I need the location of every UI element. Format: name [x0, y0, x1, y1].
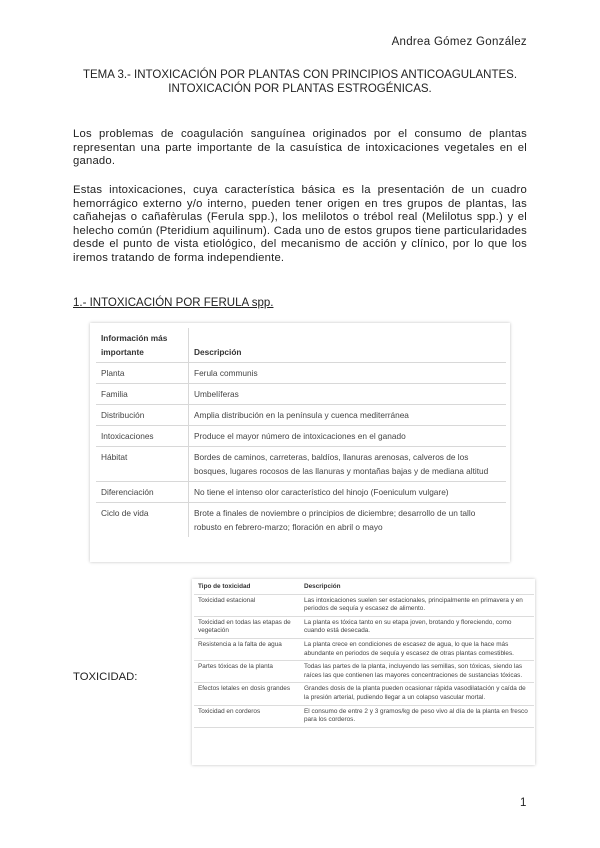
table-cell: Efectos letales en dosis grandes	[194, 683, 300, 705]
table-cell: Brote a finales de noviembre o principios de diciembre; desarrollo de un tallo robusto en febrero-marzo; floración en abril o mayo	[194, 508, 476, 532]
table-cell: Toxicidad estacional	[194, 594, 300, 616]
toxicity-table	[194, 581, 534, 728]
toxicity-table-image	[192, 579, 535, 765]
column-header: Tipo de toxicidad	[194, 581, 300, 594]
title-line-2: INTOXICACIÓN POR PLANTAS ESTROGÉNICAS.	[168, 83, 432, 95]
table-cell: Todas las partes de la planta, incluyendo las semillas, son tóxicas, siendo las raíces las que contienen las mayores concentraciones de sustancias tóxicas.	[300, 661, 534, 683]
section-heading-ferula: 1.- INTOXICACIÓN POR FERULA spp.	[73, 297, 274, 309]
table-cell: Las intoxicaciones suelen ser estacionales, principalmente en primavera y en periodos de sequía y escasez de alimento.	[300, 594, 534, 616]
table-cell: Toxicidad en corderos	[194, 705, 300, 727]
table-cell: Diferenciación	[96, 482, 189, 503]
table-cell: Resistencia a la falta de agua	[194, 638, 300, 660]
table-header-row	[194, 581, 534, 594]
table-row	[96, 384, 506, 405]
table-row	[96, 363, 506, 384]
table-cell: Planta	[96, 363, 189, 384]
description-paragraph: Estas intoxicaciones, cuya característica básica es la presentación de un cuadro hemorrágico externo y/o interno, pueden tener origen en tres grupos de plantas, las cañahejas o cañafèrulas (Ferula spp.), los melilotos o trébol real (Melilotus spp.) y el helecho común (Pteridium aquilinum). Cada uno de estos grupos tiene particularidades desde el punto de vista etiológico, del mecanismo de acción y clínico, por lo que los iremos tratando de forma independiente.	[73, 184, 527, 264]
table-row	[96, 447, 506, 482]
column-header: Descripción	[189, 328, 507, 363]
document-title	[60, 68, 540, 96]
table-cell: Grandes dosis de la planta pueden ocasionar rápida vasodilatación y caída de la presión arterial, pudiendo llegar a un colapso vascular mortal.	[300, 683, 534, 705]
table-cell: Hábitat	[96, 447, 189, 482]
table-cell: No tiene el intenso olor característico del hinojo (Foeniculum vulgare)	[189, 482, 507, 503]
table-cell: Ciclo de vida	[96, 503, 189, 538]
table-row	[194, 705, 534, 727]
table-row	[96, 426, 506, 447]
table-row	[96, 405, 506, 426]
table-cell: Intoxicaciones	[96, 426, 189, 447]
table-cell: Bordes de caminos, carreteras, baldíos, llanuras arenosas, calveros de los bosques, lugares rocosos de las llanuras y montañas bajas y de mediana altitud	[189, 447, 507, 482]
table-cell: Ferula communis	[189, 363, 507, 384]
ferula-info-table-image	[90, 323, 510, 562]
table-header-row	[96, 328, 506, 363]
table-row	[194, 661, 534, 683]
table-cell: Familia	[96, 384, 189, 405]
toxicity-label: TOXICIDAD:	[73, 671, 138, 683]
table-cell: Umbelíferas	[189, 384, 507, 405]
table-cell: Amplia distribución en la península y cuenca mediterránea	[189, 405, 507, 426]
table-cell: Partes tóxicas de la planta	[194, 661, 300, 683]
intro-paragraph: Los problemas de coagulación sanguínea originados por el consumo de plantas representan una parte importante de la casuística de intoxicaciones vegetales en el ganado.	[73, 128, 527, 168]
table-row	[194, 638, 534, 660]
table-row	[194, 683, 534, 705]
title-line-1: TEMA 3.- INTOXICACIÓN POR PLANTAS CON PRINCIPIOS ANTICOAGULANTES.	[82, 69, 518, 81]
table-cell: La planta es tóxica tanto en su etapa joven, brotando y floreciendo, como cuando está desecada.	[300, 616, 534, 638]
table-cell: Produce el mayor número de intoxicaciones en el ganado	[189, 426, 507, 447]
table-cell: Distribución	[96, 405, 189, 426]
table-cell: El consumo de entre 2 y 3 gramos/kg de peso vivo al día de la planta en fresco para los corderos.	[300, 705, 534, 727]
table-cell: La planta crece en condiciones de escasez de agua, lo que la hace más abundante en periodos de sequía y escasez de otras plantas comestibles.	[300, 638, 534, 660]
page-number: 1	[520, 797, 527, 809]
table-row	[194, 616, 534, 638]
table-cell: Toxicidad en todas las etapas de vegetación	[194, 616, 300, 638]
table-row	[96, 482, 506, 503]
author-name: Andrea Gómez González	[391, 36, 527, 48]
ferula-info-table	[96, 328, 506, 537]
table-row	[96, 503, 506, 538]
column-header: Información más importante	[96, 328, 189, 363]
column-header: Descripción	[300, 581, 534, 594]
table-row	[194, 594, 534, 616]
